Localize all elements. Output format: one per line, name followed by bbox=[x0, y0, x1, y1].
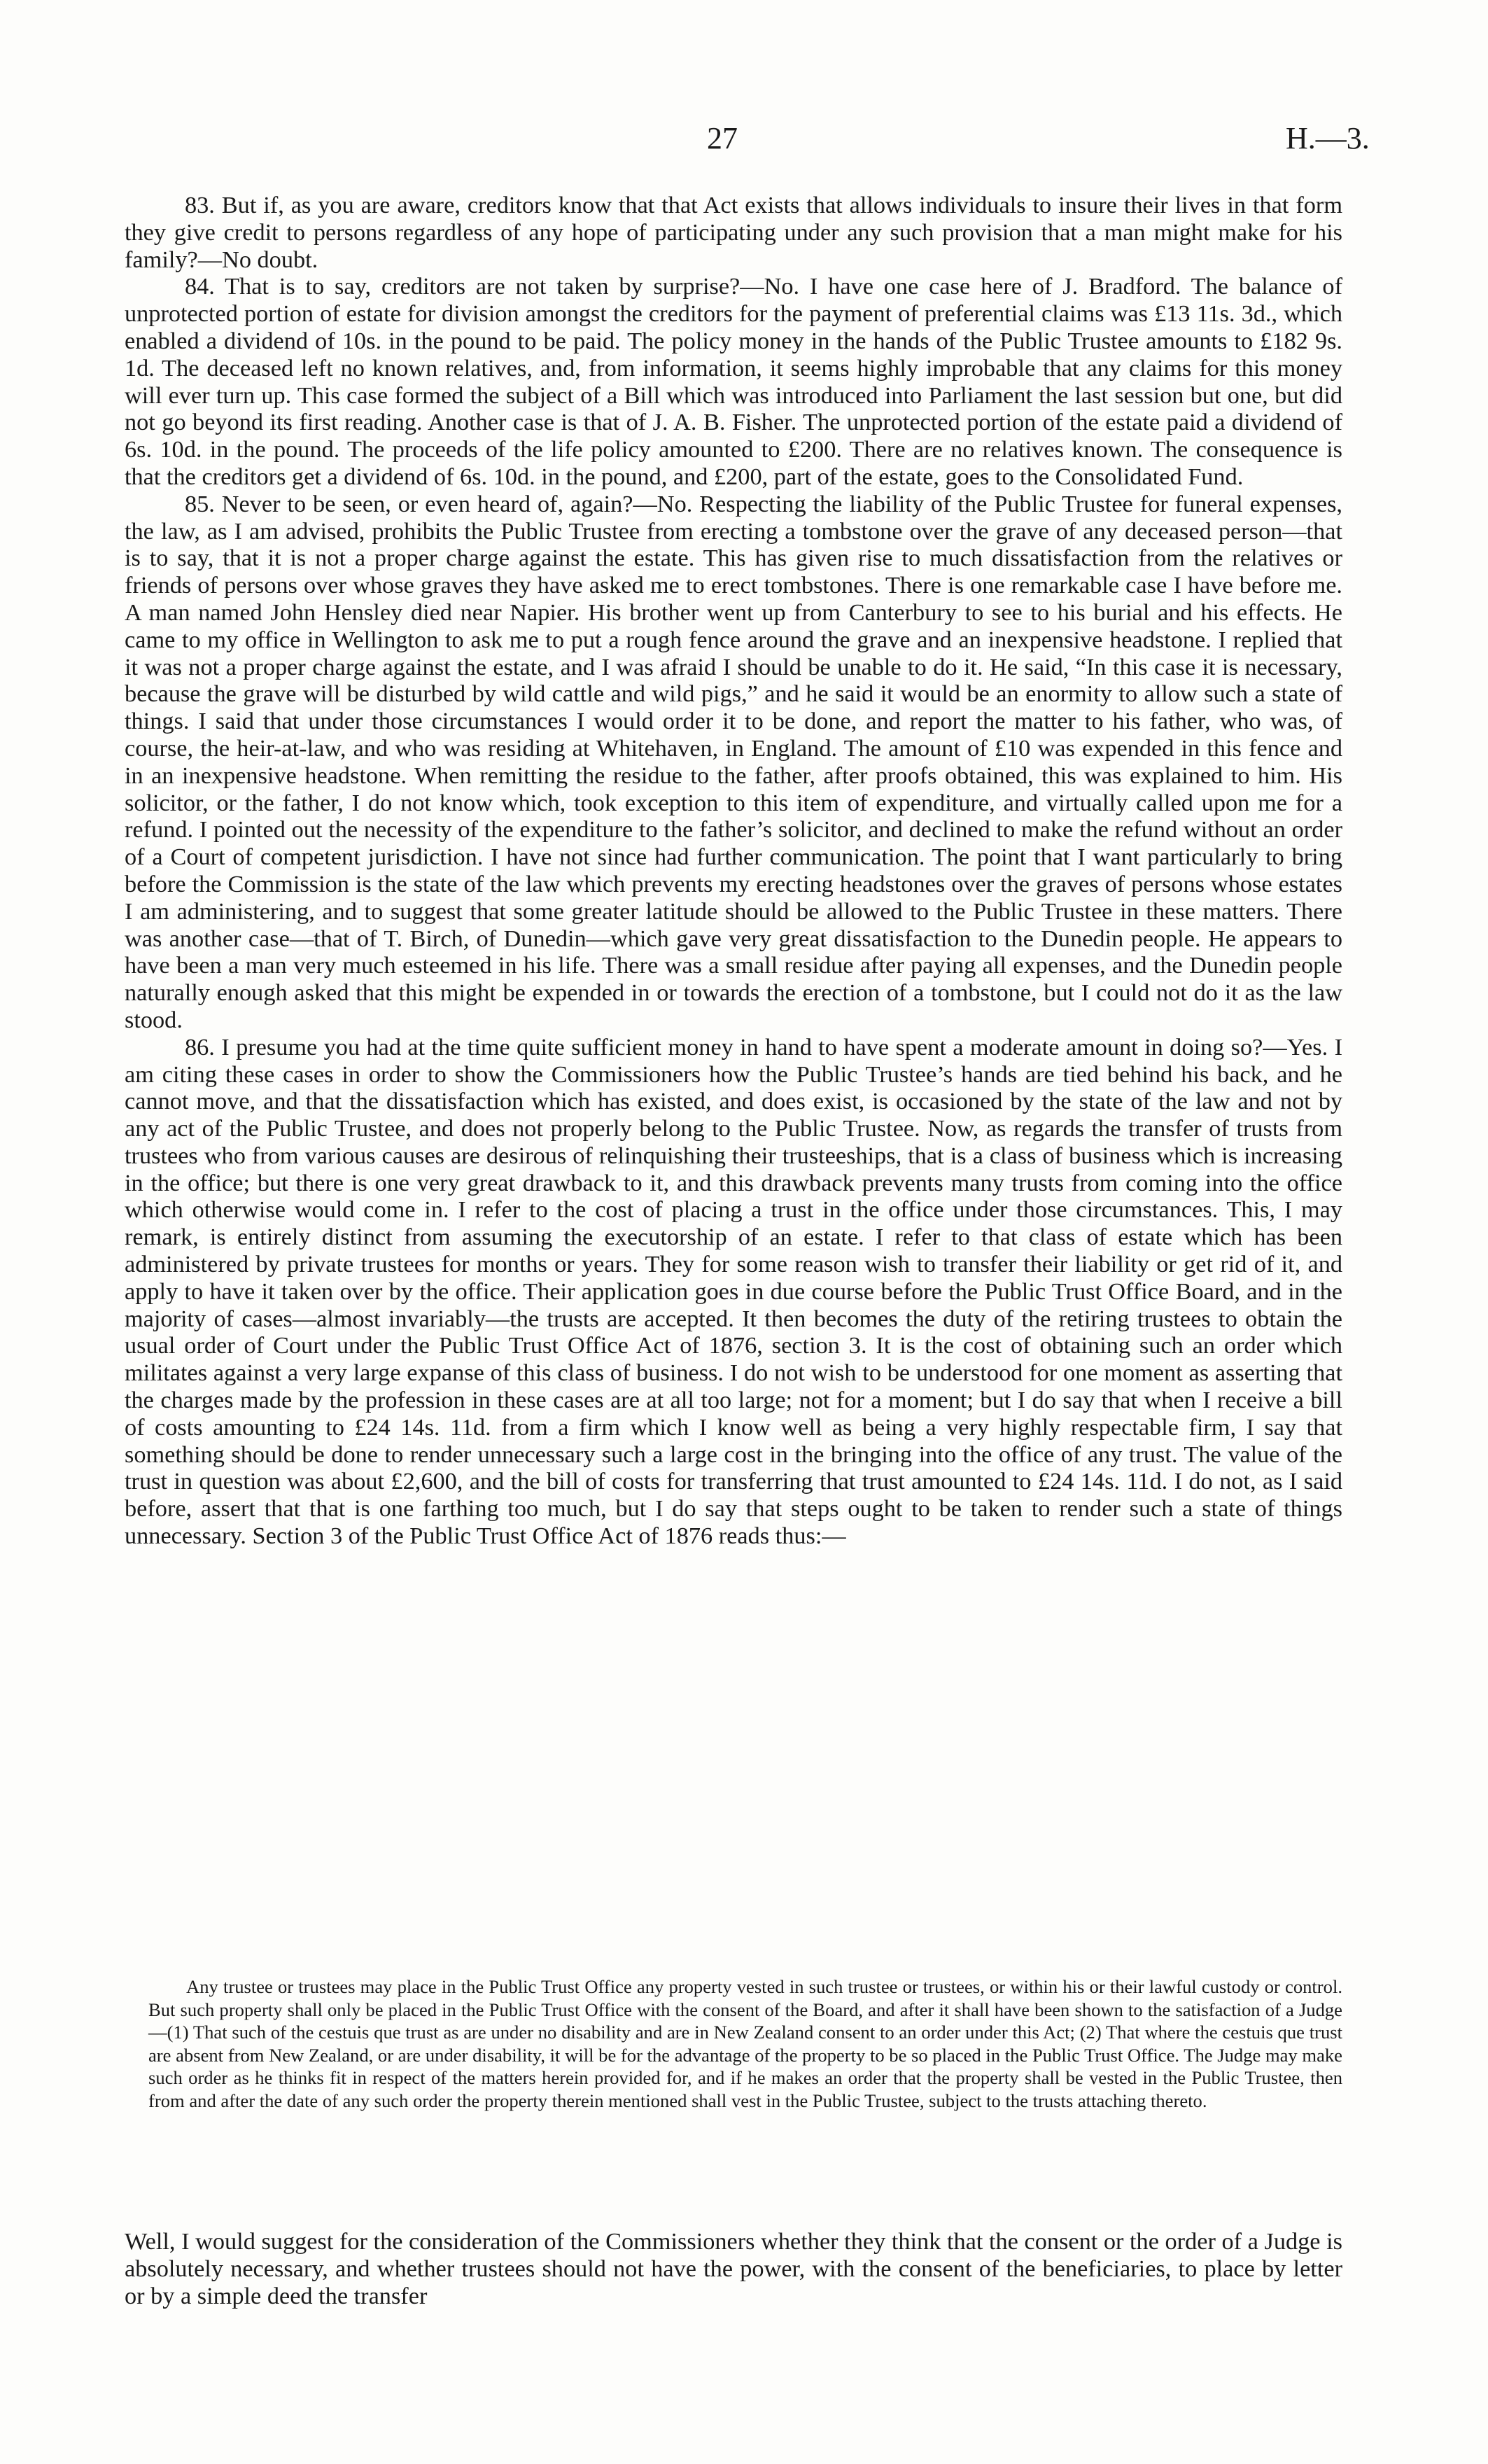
paragraph-86: 86. I presume you had at the time quite sufficient money in hand to have spent a moderate amount in doing so?—Yes. I am citing these cases in order to show the Commissioners how the Public Trustee’s hands are tied behind his back, and he cannot move, and that the dissatisfaction which has existed, and does exist, is occasioned by the state of the law and not by any act of the Public Trustee, and does not properly belong to the Public Trustee. Now, as regards the transfer of trusts from trustees who from various causes are desirous of relinquishing their trusteeships, that is a class of business which is increasing in the office; but there is one very great drawback to it, and this drawback prevents many trusts from coming into the office which otherwise would come in. I refer to the cost of placing a trust in the office under those circumstances. This, I may remark, is entirely distinct from assuming the executorship of an estate. I refer to that class of estate which has been administered by private trustees for months or years. They for some reason wish to transfer their liability or get rid of it, and apply to have it taken over by the office. Their application goes in due course before the Public Trust Office Board, and in the majority of cases—almost invariably—the trusts are accepted. It then becomes the duty of the retiring trustees to obtain the usual order of Court under the Public Trust Office Act of 1876, section 3. It is the cost of obtaining such an order which militates against a very large expanse of this class of business. I do not wish to be understood for one moment as asserting that the charges made by the profession in these cases are at all too large; not for a moment; but I do say that when I receive a bill of costs amounting to £24 14s. 11d. from a firm which I know well as being a very highly respectable firm, I say that something should be done to render unnecessary such a large cost in the bringing into the office of any trust. The value of the trust in question was about £2,600, and the bill of costs for transferring that trust amounted to £24 14s. 11d. I do not, as I said before, assert that that is one farthing too much, but I do say that steps ought to be taken to render such a state of things unnecessary. Section 3 of the Public Trust Office Act of 1876 reads thus:— bbox=[125, 1033, 1342, 1550]
page-number: 27 bbox=[707, 121, 738, 155]
closing-paragraph: Well, I would suggest for the consideration of the Commissioners whether they think that the consent or the order of a Judge is absolutely necessary, and whether trustees should not have the power, with the consent of the beneficiaries, to place by letter or by a simple deed the transfer bbox=[125, 2228, 1342, 2309]
document-reference: H.—3. bbox=[1286, 121, 1370, 155]
statute-quotation: Any trustee or trustees may place in the Public Trust Office any property vested in such trustee or trustees, or within his or their lawful custody or control. But such property shall only be placed in the Public Trust Office with the consent of the Board, and after it shall have been shown to the satisfaction of a Judge—(1) That such of the cestuis que trust as are under no disability and are in New Zealand consent to an order under this Act; (2) That where the cestuis que trust are absent from New Zealand, or are under disability, it will be for the advantage of the property to be so placed in the Public Trust Office. The Judge may make such order as he thinks fit in respect of the matters herein provided for, and if he makes an order that the property shall be vested in the Public Trustee, then from and after the date of any such order the property therein mentioned shall vest in the Public Trustee, subject to the trusts attaching thereto. bbox=[148, 1976, 1342, 2111]
body-text bbox=[125, 192, 1342, 1550]
paragraph-85: 85. Never to be seen, or even heard of, again?—No. Respecting the liability of the Public Trustee for funeral expenses, the law, as I am advised, prohibits the Public Trustee from erecting a tombstone over the grave of any deceased person—that is to say, that it is not a proper charge against the estate. This has given rise to much dissatisfaction from the relatives or friends of persons over whose graves they have asked me to erect tombstones. There is one remarkable case I have before me. A man named John Hensley died near Napier. His brother went up from Canterbury to see to his burial and his effects. He came to my office in Wellington to ask me to put a rough fence around the grave and an inexpensive headstone. I replied that it was not a proper charge against the estate, and I was afraid I should be unable to do it. He said, “In this case it is necessary, because the grave will be disturbed by wild cattle and wild pigs,” and he said it would be an enormity to allow such a state of things. I said that under those circumstances I would order it to be done, and report the matter to his father, who was, of course, the heir-at-law, and who was residing at Whitehaven, in England. The amount of £10 was expended in this fence and in an inexpensive headstone. When remitting the residue to the father, after proofs obtained, this was explained to him. His solicitor, or the father, I do not know which, took exception to this item of expenditure, and virtually called upon me for a refund. I pointed out the necessity of the expenditure to the father’s solicitor, and declined to make the refund without an order of a Court of competent jurisdiction. I have not since had further communication. The point that I want particularly to bring before the Commission is the state of the law which prevents my erecting headstones over the graves of persons whose estates I am administering, and to suggest that some greater latitude should be allowed to the Public Trustee in these matters. There was another case—that of T. Birch, of Dunedin—which gave very great dissatisfaction to the Dunedin people. He appears to have been a man very much esteemed in his life. There was a small residue after paying all expenses, and the Dunedin people naturally enough asked that this might be expended in or towards the erection of a tombstone, but I could not do it as the law stood. bbox=[125, 490, 1342, 1033]
paragraph-83: 83. But if, as you are aware, creditors know that that Act exists that allows individuals to insure their lives in that form they give credit to persons regardless of any hope of participating under any such provision that a man might make for his family?—No doubt. bbox=[125, 192, 1342, 273]
paragraph-84: 84. That is to say, creditors are not taken by surprise?—No. I have one case here of J. Bradford. The balance of unprotected portion of estate for division amongst the creditors for the payment of preferential claims was £13 11s. 3d., which enabled a dividend of 10s. in the pound to be paid. The policy money in the hands of the Public Trustee amounts to £182 9s. 1d. The deceased left no known relatives, and, from information, it seems highly improbable that any claims for this money will ever turn up. This case formed the subject of a Bill which was introduced into Parliament the last session but one, but did not go beyond its first reading. Another case is that of J. A. B. Fisher. The unprotected portion of the estate paid a dividend of 6s. 10d. in the pound. The proceeds of the life policy amounted to £200. There are no relatives known. The consequence is that the creditors get a dividend of 6s. 10d. in the pound, and £200, part of the estate, goes to the Consolidated Fund. bbox=[125, 273, 1342, 490]
